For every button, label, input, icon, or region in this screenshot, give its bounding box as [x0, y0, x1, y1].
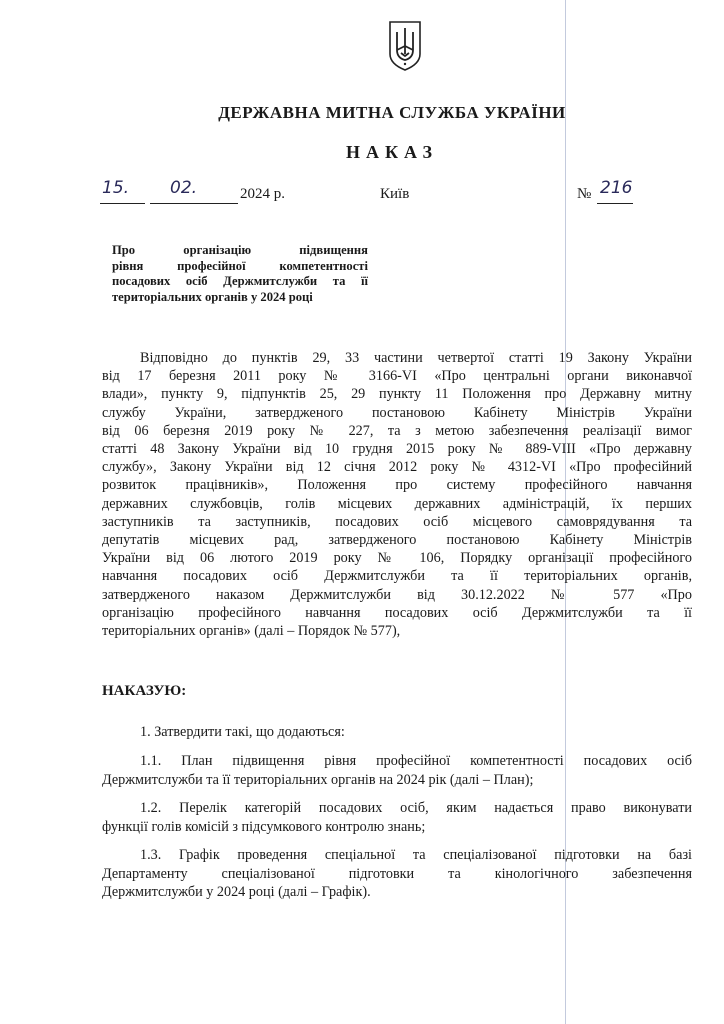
- item-line: Держмитслужби та її територіальних органів на 2024 рік (далі – План);: [102, 771, 534, 788]
- item-line: функції голів комісій з підсумкового контролю знань;: [102, 818, 426, 835]
- subject-line: Про організацію підвищення: [112, 243, 368, 257]
- organization-name: ДЕРЖАВНА МИТНА СЛУЖБА УКРАЇНИ: [218, 103, 566, 122]
- number-label: №: [577, 186, 592, 202]
- item-line: 1.3. Графік проведення спеціальної та спеціалізованої підготовки на базі: [140, 847, 692, 863]
- preamble-line: від 17 березня 2011 року № 3166-VI «Про центральні органи виконавчої: [102, 368, 692, 385]
- date-day-underline: [100, 203, 145, 204]
- preamble: [102, 349, 692, 640]
- preamble-line: затвердженого наказом Держмитслужби від 30.12.2022 № 577 «Про: [102, 586, 692, 603]
- subject-line: рівня професійної компетентності: [112, 258, 368, 273]
- date-month-underline: [150, 203, 238, 204]
- preamble-line: територіальних органів» (далі – Порядок № 577),: [102, 623, 401, 640]
- subject-line: територіальних органів у 2024 році: [112, 289, 313, 304]
- item-1-1: [102, 752, 692, 789]
- date-year: 2024 р.: [240, 186, 285, 202]
- preamble-line: навчання посадових осіб Держмитслужби та її територіальних органів,: [102, 568, 692, 585]
- date-month: 02.: [170, 178, 198, 198]
- preamble-line: службу», Закону України від 12 січня 2012 року № 4312-VI «Про професійний: [102, 459, 692, 476]
- preamble-line: державних службовців, голів місцевих державних адміністрацій, їх перших: [102, 495, 692, 512]
- preamble-line: статті 48 Закону України від 10 грудня 2015 року № 889-VIII «Про державну: [102, 441, 692, 458]
- item-line: Департаменту спеціалізованої підготовки та кінологічного забезпечення: [102, 865, 692, 882]
- date-day: 15.: [102, 178, 130, 198]
- preamble-line: України від 06 лютого 2019 року № 106, Порядку організації професійного: [102, 550, 692, 567]
- preamble-line: Відповідно до пунктів 29, 33 частини четвертої статті 19 Закону України: [140, 350, 692, 366]
- item-1-2: [102, 799, 692, 836]
- item-line: 1. Затвердити такі, що додаються:: [140, 724, 345, 740]
- city: Київ: [380, 186, 410, 202]
- preamble-line: організацію професійного навчання посадових осіб Держмитслужби та її: [102, 604, 692, 621]
- item-line: 1.2. Перелік категорій посадових осіб, яким надається право виконувати: [140, 800, 692, 816]
- order-word: НАКАЗУЮ:: [102, 683, 187, 699]
- order-subject: [112, 243, 368, 305]
- order-number: 216: [600, 178, 633, 198]
- preamble-line: службу України, затвердженого постановою Кабінету Міністрів України: [102, 404, 692, 421]
- item-1-3: [102, 846, 692, 902]
- preamble-line: депутатів місцевих рад, затвердженого постановою Кабінету Міністрів: [102, 532, 692, 549]
- preamble-line: від 06 березня 2019 року № 227, та з метою забезпечення реалізації вимог: [102, 422, 692, 439]
- item-line: Держмитслужби у 2024 році (далі – Графік).: [102, 884, 371, 900]
- item-1: [102, 723, 692, 742]
- number-underline: [597, 203, 633, 204]
- preamble-line: заступників та заступників, посадових осіб місцевого самоврядування та: [102, 513, 692, 530]
- coat-of-arms-icon: [388, 20, 422, 72]
- preamble-line: влади», пункту 9, підпунктів 25, 29 пункту 11 Положення про Державну митну: [102, 386, 692, 403]
- subject-line: посадових осіб Держмитслужби та її: [112, 274, 368, 288]
- preamble-line: розвиток працівників», Положення про систему професійного навчання: [102, 477, 692, 494]
- item-line: 1.1. План підвищення рівня професійної компетентності посадових осіб: [140, 753, 692, 769]
- document-type-title: НАКАЗ: [345, 142, 439, 162]
